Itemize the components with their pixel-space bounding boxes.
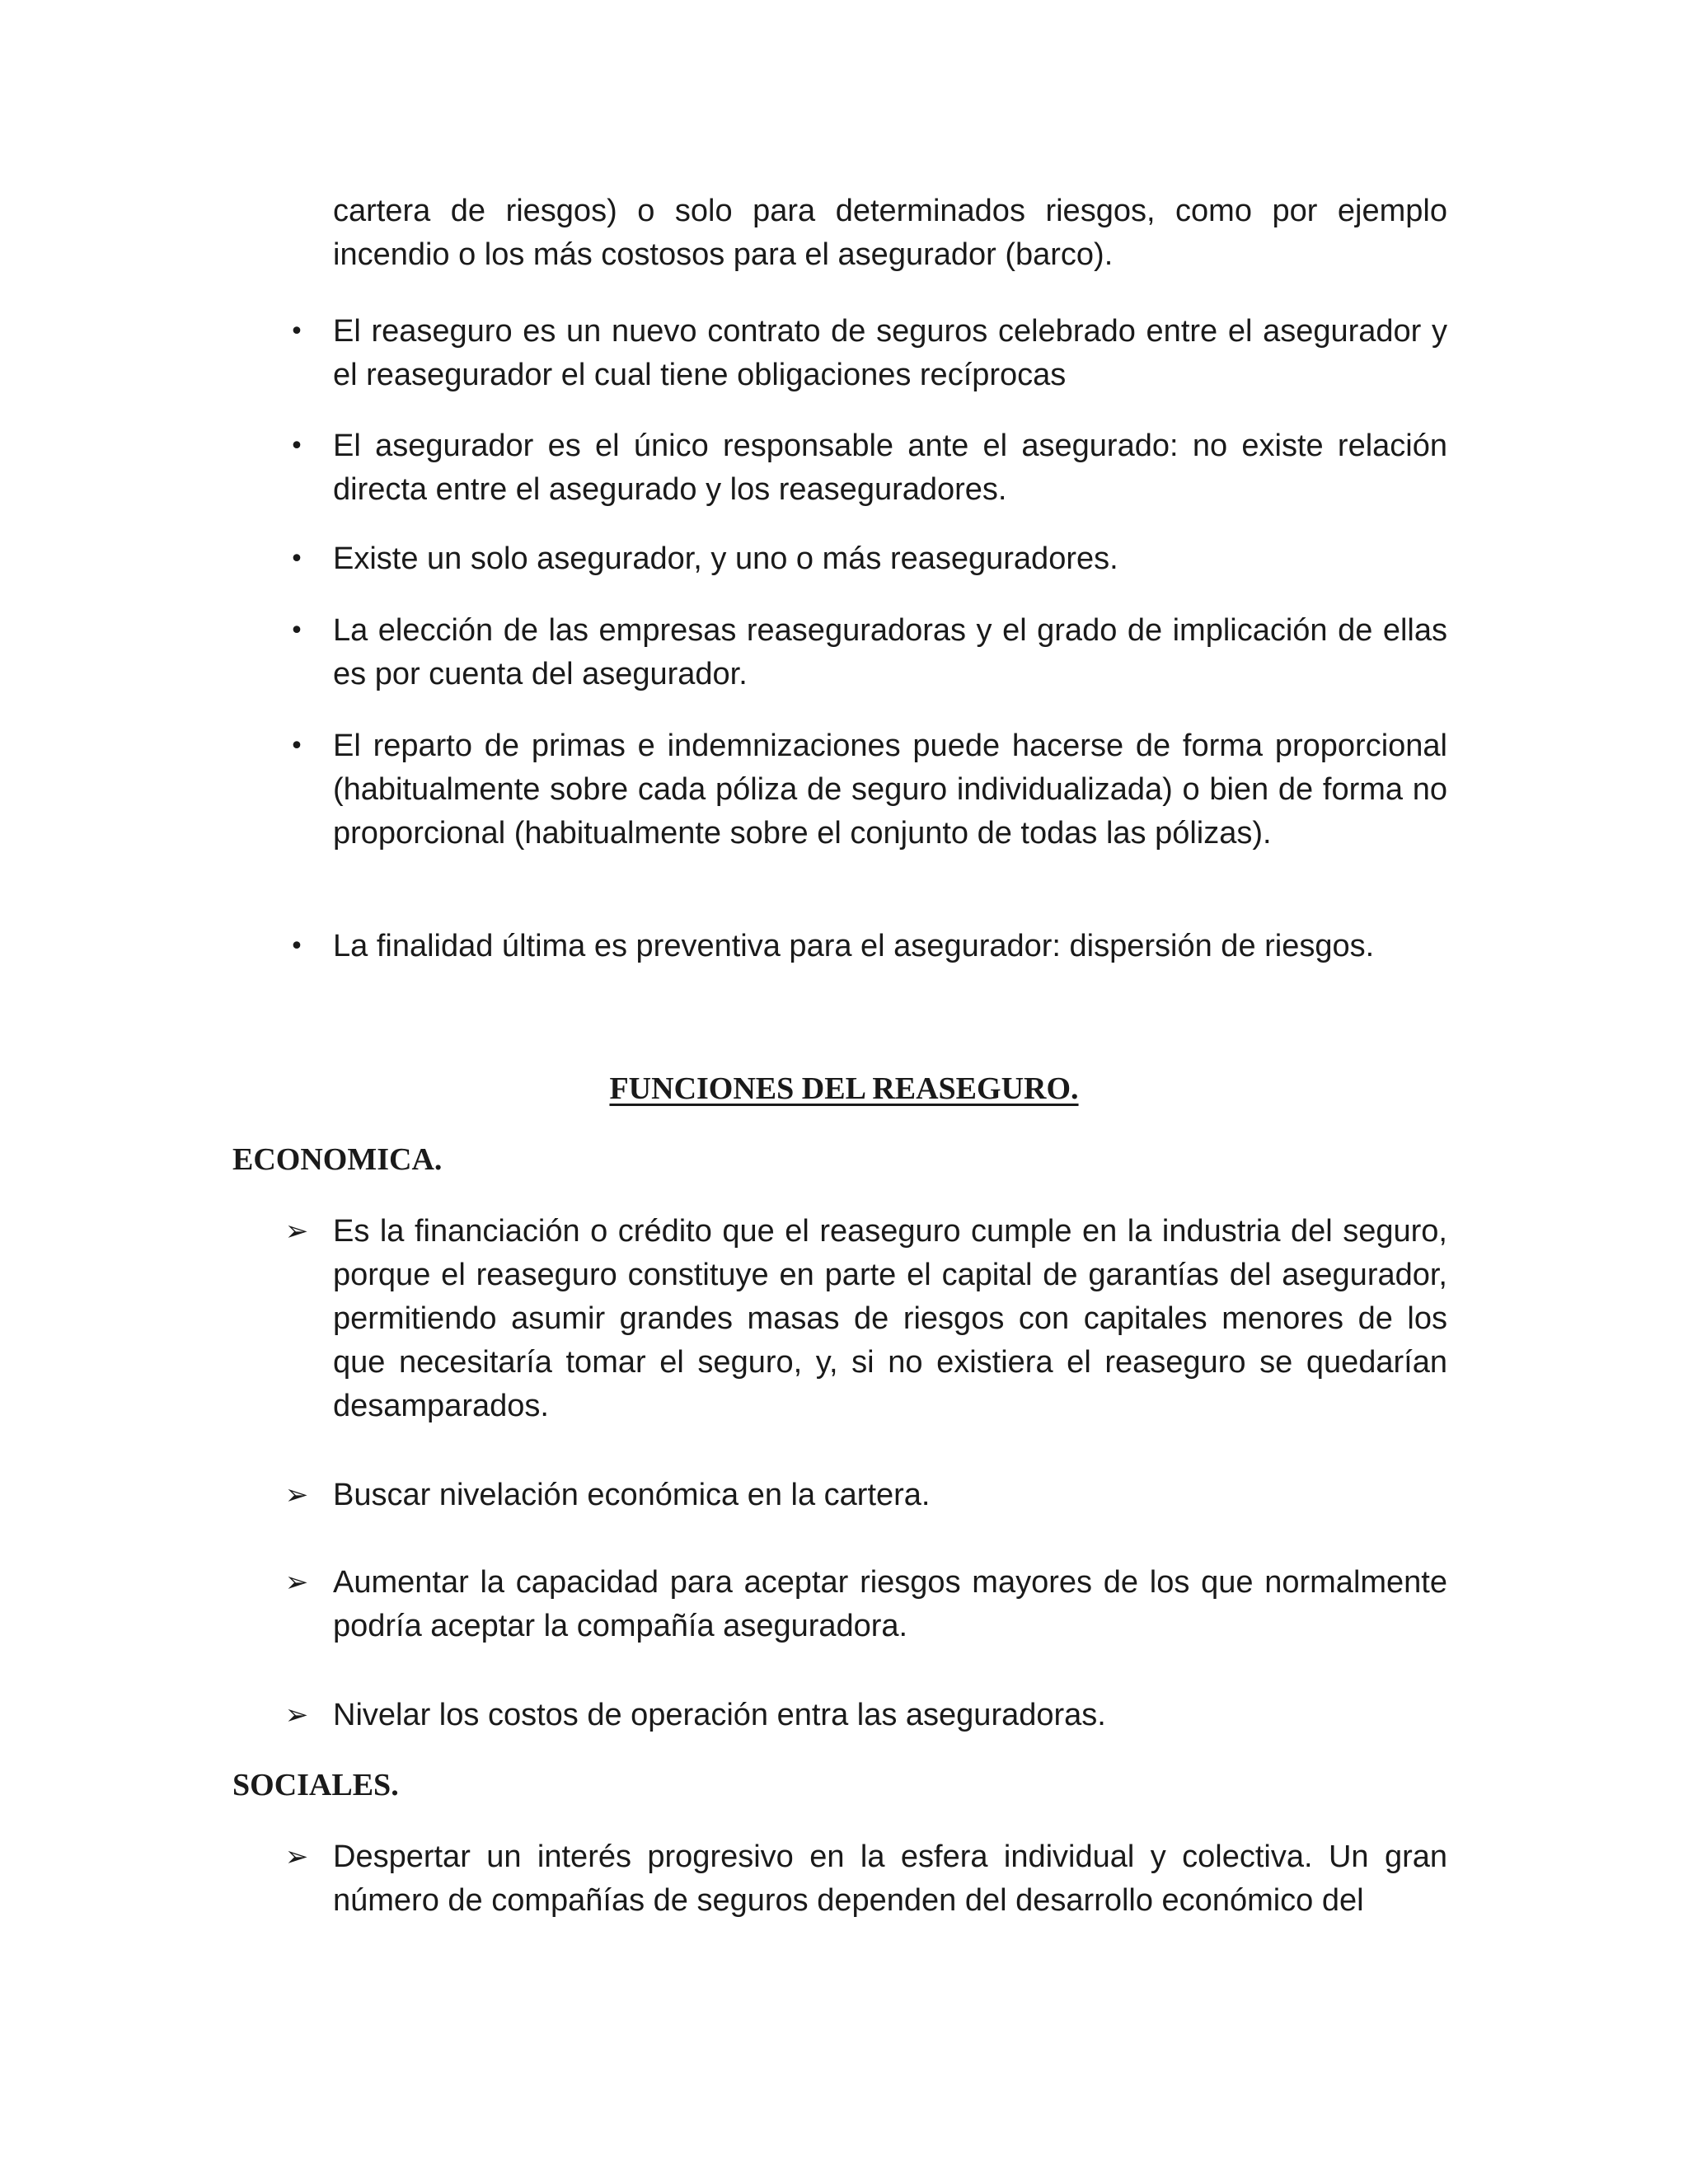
section-title: FUNCIONES DEL REASEGURO. [609, 1071, 1079, 1106]
arrow-bullet-icon: ➢ [284, 1699, 309, 1732]
arrow-bullet-icon: ➢ [284, 1215, 309, 1248]
sociales-heading: SOCIALES. [232, 1768, 399, 1802]
economica-item-2: Buscar nivelación económica en la cartera. [333, 1478, 931, 1512]
bullet-item-6: La finalidad última es preventiva para el asegurador: dispersión de riesgos. [333, 929, 1375, 963]
bullet-icon: • [289, 932, 304, 961]
arrow-bullet-icon: ➢ [284, 1566, 309, 1599]
arrow-bullet-icon: ➢ [284, 1840, 309, 1873]
economica-item-1: Es la financiación o crédito que el reaseguro cumple en la industria del seguro, porque el reaseguro constituye en parte el capital de garantías del asegurador, permitiendo asumir grandes masas de riesgos con capitales menores de los que necesitaría tomar el seguro, y, si no existiera el reaseguro se quedarían desamparados. [333, 1214, 1447, 1423]
sociales-item-1: Despertar un interés progresivo en la esfera individual y colectiva. Un gran número de compañías de seguros dependen del desarrollo económico del [333, 1840, 1447, 1918]
arrow-bullet-icon: ➢ [284, 1479, 309, 1511]
bullet-icon: • [289, 616, 304, 645]
economica-item-3: Aumentar la capacidad para aceptar riesgos mayores de los que normalmente podría aceptar la compañía aseguradora. [333, 1565, 1447, 1643]
bullet-item-4: La elección de las empresas reaseguradoras y el grado de implicación de ellas es por cuenta del asegurador. [333, 613, 1447, 691]
intro-continuation-paragraph: cartera de riesgos) o solo para determinados riesgos, como por ejemplo incendio o los más costosos para el asegurador (barco). [333, 194, 1447, 272]
bullet-icon: • [289, 317, 304, 346]
bullet-item-1: El reaseguro es un nuevo contrato de seguros celebrado entre el asegurador y el reasegurador el cual tiene obligaciones recíprocas [333, 314, 1447, 392]
bullet-icon: • [289, 432, 304, 461]
bullet-item-3: Existe un solo asegurador, y uno o más reaseguradores. [333, 541, 1118, 576]
bullet-icon: • [289, 732, 304, 761]
economica-heading: ECONOMICA. [232, 1142, 443, 1177]
bullet-item-5: El reparto de primas e indemnizaciones puede hacerse de forma proporcional (habitualmente sobre cada póliza de seguro individualizada) o bien de forma no proporcional (habitualmente sobre el conjunto de todas las pólizas). [333, 729, 1447, 851]
bullet-icon: • [289, 545, 304, 574]
bullet-item-2: El asegurador es el único responsable ante el asegurado: no existe relación directa entre el asegurado y los reaseguradores. [333, 429, 1447, 507]
economica-item-4: Nivelar los costos de operación entra las aseguradoras. [333, 1698, 1106, 1732]
